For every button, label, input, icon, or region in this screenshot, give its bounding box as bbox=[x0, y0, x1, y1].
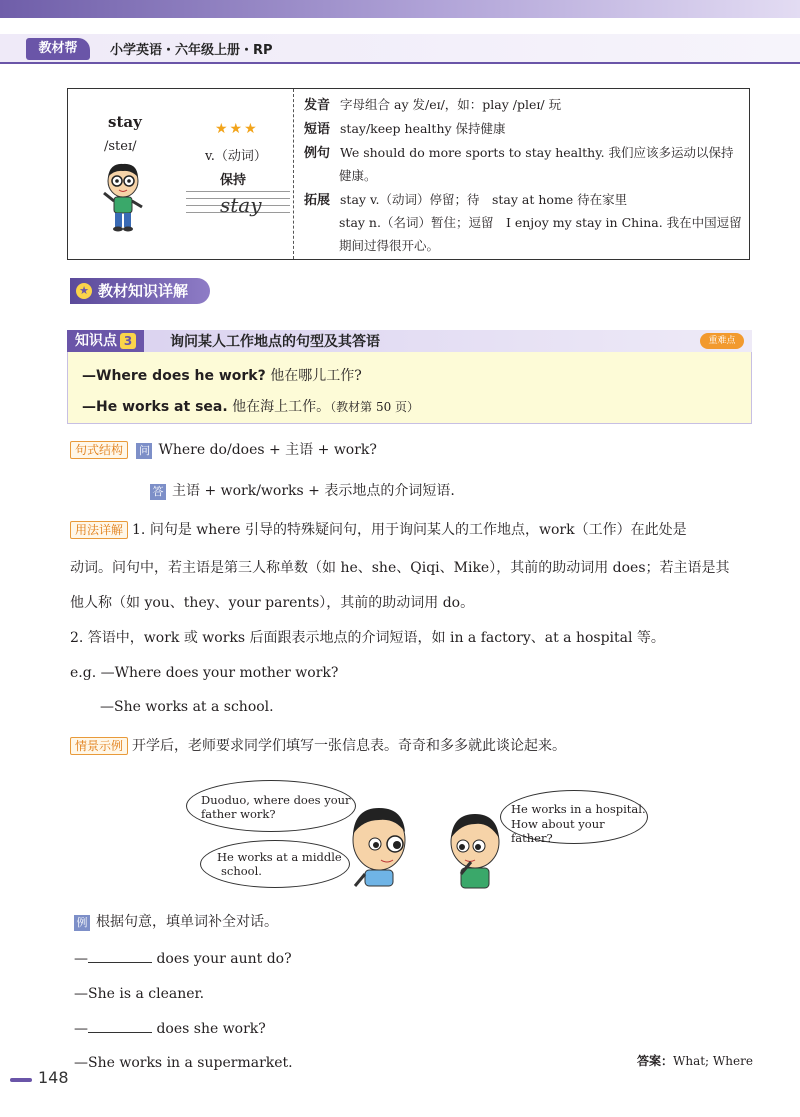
usage-line-1: 用法详解 1. 问句是 where 引导的特殊疑问句，用于询问某人的工作地点，work（工作）在此处是 bbox=[70, 520, 687, 540]
header-divider bbox=[0, 62, 800, 64]
exercise-question-1: — does your aunt do? bbox=[74, 948, 292, 969]
speech-bubble-1: Duoduo, where does your father work? bbox=[186, 780, 356, 832]
page-number: 148 bbox=[38, 1068, 69, 1087]
usage-line-4: 2. 答语中，work 或 works 后面跟表示地点的介词短语，如 in a factory、at a hospital 等。 bbox=[70, 630, 665, 646]
vocab-row-phrase: 短语 stay/keep healthy 保持健康 bbox=[304, 121, 506, 137]
structure-question: 句式结构 问 Where do/does + 主语 + work? bbox=[70, 440, 377, 460]
blank-1[interactable] bbox=[88, 948, 152, 963]
question-mark-icon: 问 bbox=[136, 443, 152, 459]
vocab-meaning: 保持 bbox=[220, 173, 247, 188]
star-icon: ★ bbox=[76, 283, 92, 299]
vocab-row-extension-3: 期间过得很开心。 bbox=[339, 238, 440, 253]
speech-bubble-2: He works at a middle school. bbox=[200, 840, 350, 888]
vocab-row-pronunciation: 发音 字母组合 ay 发/eɪ/，如：play /pleɪ/ 玩 bbox=[304, 97, 562, 113]
boy-illustration bbox=[98, 161, 148, 237]
usage-label: 用法详解 bbox=[70, 521, 128, 539]
usage-line-3: 他人称（如 you、they、your parents），其前的助动词用 do。 bbox=[70, 595, 475, 611]
knowledge-tag: 知识点 3 bbox=[67, 330, 144, 352]
vocab-row-extension: 拓展 stay v.（动词）停留；待 stay at home 待在家里 bbox=[304, 192, 628, 208]
vocab-row-extension-2: stay n.（名词）暂住；逗留 I enjoy my stay in China. 我在中国逗留 bbox=[339, 215, 742, 230]
vocab-phonetic: /steɪ/ bbox=[104, 139, 137, 154]
usage-example-2: —She works at a school. bbox=[100, 699, 274, 715]
knowledge-title: 询问某人工作地点的句型及其答语 bbox=[170, 334, 380, 350]
girl-qiqi-illustration bbox=[445, 808, 505, 894]
exercise-instruction: 例 根据句意，填单词补全对话。 bbox=[74, 912, 278, 932]
knowledge-number: 3 bbox=[120, 333, 136, 349]
structure-label: 句式结构 bbox=[70, 441, 128, 459]
book-title: 小学英语・六年级上册・RP bbox=[110, 43, 273, 58]
vocab-pos: v.（动词） bbox=[205, 149, 267, 164]
knowledge-line-1: —Where does he work? 他在哪儿工作? bbox=[82, 368, 362, 384]
vocab-handwriting: stay bbox=[220, 193, 262, 217]
scene-intro: 情景示例 开学后，老师要求同学们填写一张信息表。奇奇和多多就此谈论起来。 bbox=[70, 736, 566, 756]
knowledge-line-2: —He works at sea. 他在海上工作。（教材第 50 页） bbox=[82, 399, 420, 415]
brand-logo: 教材帮 bbox=[26, 38, 90, 60]
blank-2[interactable] bbox=[88, 1018, 152, 1033]
answer-mark-icon: 答 bbox=[150, 484, 166, 500]
scene-label: 情景示例 bbox=[70, 737, 128, 755]
vocab-card bbox=[67, 88, 750, 260]
exercise-answer-2: —She works in a supermarket. bbox=[74, 1055, 293, 1071]
structure-answer: 答 主语 + work/works + 表示地点的介词短语. bbox=[150, 481, 455, 501]
difficulty-badge: 重难点 bbox=[700, 333, 744, 349]
vocab-row-example: 例句 We should do more sports to stay healthy. 我们应该多运动以保持 bbox=[304, 145, 734, 161]
vocab-word: stay bbox=[108, 113, 142, 131]
usage-line-2: 动词。问句中，若主语是第三人称单数（如 he、she、Qiqi、Mike），其前的助动词用 does；若主语是其 bbox=[70, 560, 730, 576]
exercise-answer-1: —She is a cleaner. bbox=[74, 986, 205, 1002]
vocab-row-example-cont: 健康。 bbox=[339, 168, 377, 183]
boy-duoduo-illustration bbox=[345, 800, 415, 896]
example-mark-icon: 例 bbox=[74, 915, 90, 931]
top-strip bbox=[0, 0, 800, 18]
section-title: ★ 教材知识详解 bbox=[70, 278, 210, 304]
answer-key: 答案：What; Where bbox=[637, 1054, 753, 1068]
usage-example-1: e.g. —Where does your mother work? bbox=[70, 665, 339, 681]
speech-bubble-3: He works in a hospital. How about your father? bbox=[500, 790, 648, 844]
star-rating: ★★★ bbox=[215, 121, 259, 137]
exercise-question-2: — does she work? bbox=[74, 1018, 266, 1039]
vocab-divider bbox=[293, 89, 295, 259]
page-number-marker bbox=[10, 1078, 32, 1082]
